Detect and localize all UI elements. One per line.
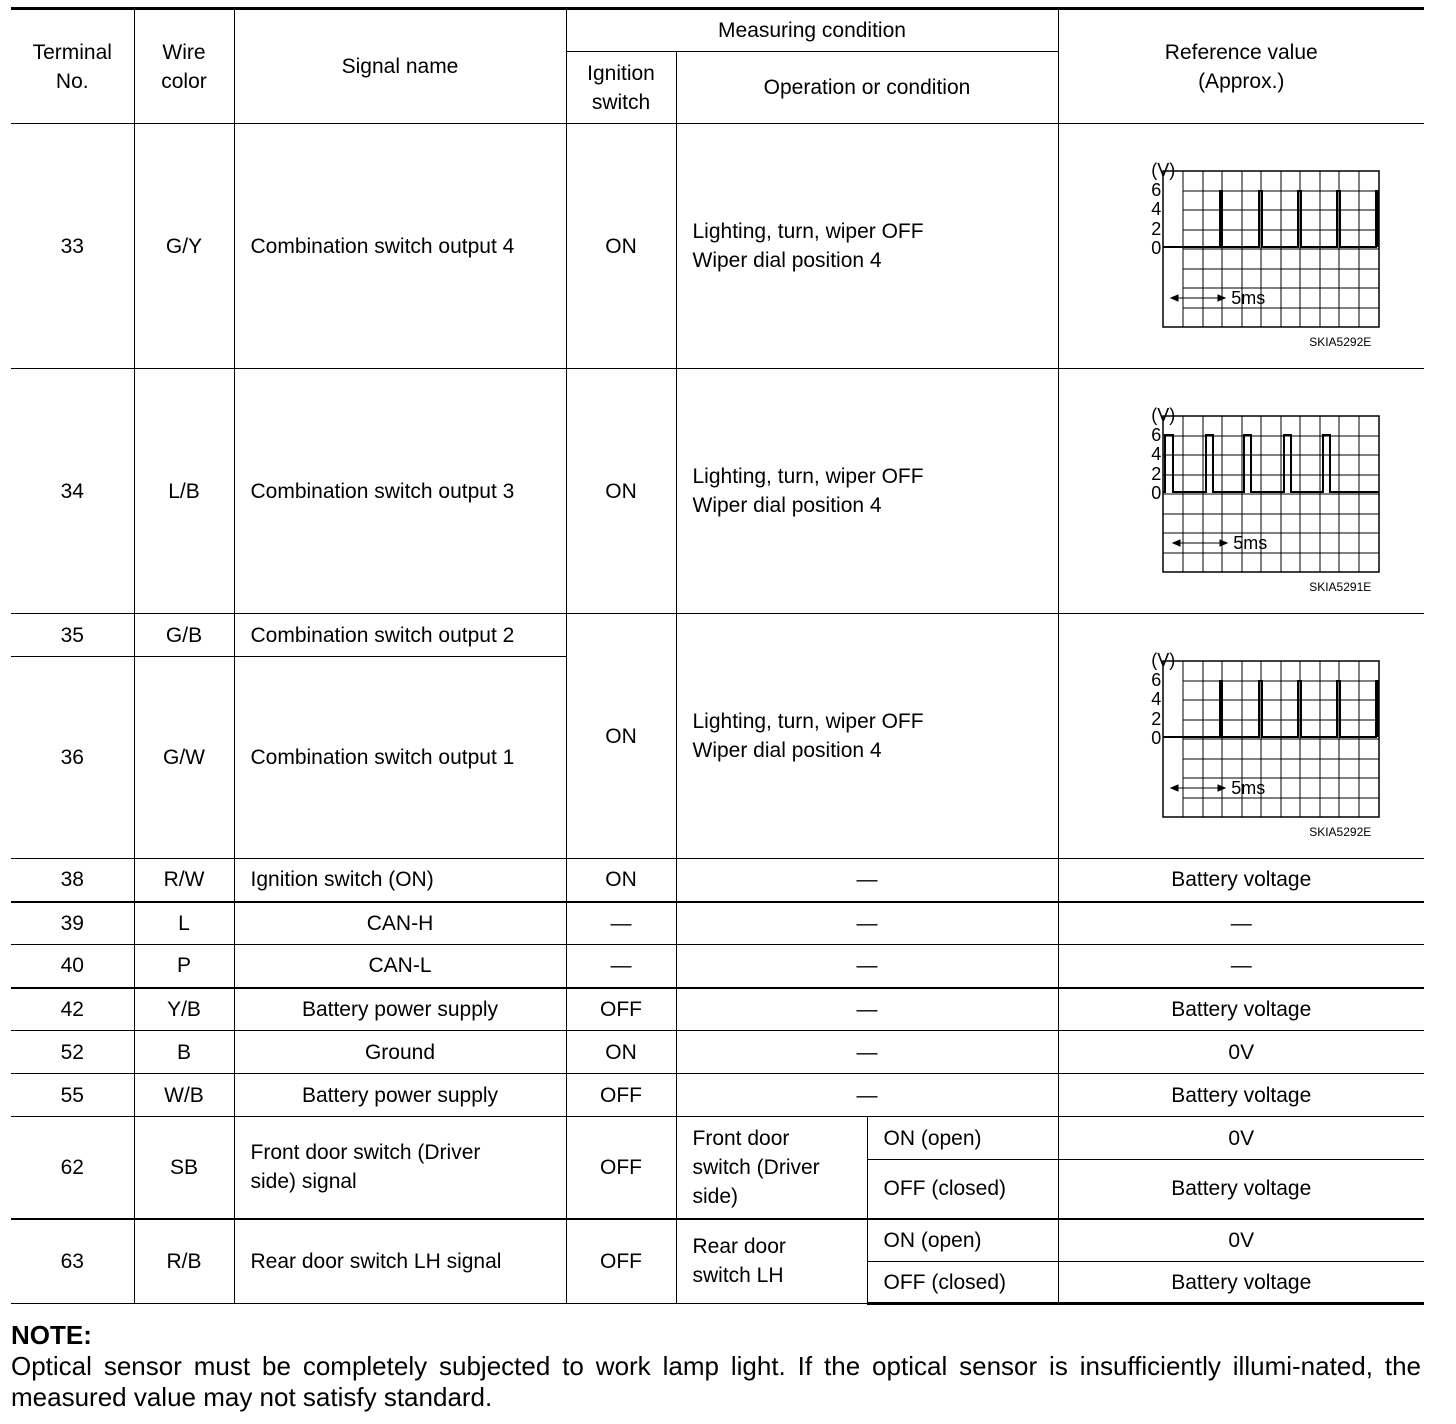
time-scale-label: 5ms xyxy=(1231,778,1266,798)
operation-condition: — xyxy=(676,988,1058,1031)
table-row xyxy=(11,124,1424,369)
terminal-number: 40 xyxy=(11,945,134,988)
table-row xyxy=(11,369,1424,614)
waveform-trace xyxy=(1163,435,1379,492)
table-row xyxy=(11,902,1424,945)
signal-name: Combination switch output 3 xyxy=(234,369,566,614)
signal-name: CAN-H xyxy=(234,902,566,945)
y-tick-label: 6 xyxy=(1151,425,1162,445)
y-tick-label: 0 xyxy=(1151,728,1162,748)
switch-state-on: ON (open) xyxy=(867,1117,1058,1160)
wire-color: P xyxy=(134,945,234,988)
terminal-number: 33 xyxy=(11,124,134,369)
wire-color: G/Y xyxy=(134,124,234,369)
table-row xyxy=(11,614,1424,657)
terminal-number: 35 xyxy=(11,614,134,657)
ignition-switch-state: ON xyxy=(566,369,676,614)
signal-name: Combination switch output 1 xyxy=(234,657,566,859)
wire-color: R/B xyxy=(134,1219,234,1304)
signal-name: Battery power supply xyxy=(234,1074,566,1117)
reference-value: 0V xyxy=(1058,1117,1424,1160)
y-tick-label: 0 xyxy=(1151,238,1162,258)
figure-code: SKIA5291E xyxy=(1309,580,1372,594)
wire-color: R/W xyxy=(134,859,234,902)
operation-condition: Lighting, turn, wiper OFF Wiper dial position 4 xyxy=(676,124,1058,369)
figure-code: SKIA5292E xyxy=(1309,825,1372,839)
operation-condition: — xyxy=(676,902,1058,945)
header-ignition-switch: Ignition switch xyxy=(566,52,676,124)
y-tick-label: 2 xyxy=(1151,464,1162,484)
note-title: NOTE: xyxy=(11,1320,92,1350)
operation-condition: — xyxy=(676,859,1058,902)
operation-condition: Lighting, turn, wiper OFF Wiper dial position 4 xyxy=(676,614,1058,859)
wire-color: L/B xyxy=(134,369,234,614)
reference-value: Battery voltage xyxy=(1058,1074,1424,1117)
header-wire-color: Wire color xyxy=(134,9,234,124)
terminal-number: 62 xyxy=(11,1117,134,1219)
y-tick-label: 2 xyxy=(1151,709,1162,729)
switch-state-off: OFF (closed) xyxy=(867,1262,1058,1304)
wire-color: SB xyxy=(134,1117,234,1219)
header-signal-name: Signal name xyxy=(234,9,566,124)
wire-color: G/B xyxy=(134,614,234,657)
terminal-number: 42 xyxy=(11,988,134,1031)
signal-name: Ignition switch (ON) xyxy=(234,859,566,902)
figure-code: SKIA5292E xyxy=(1309,335,1372,349)
time-scale-label: 5ms xyxy=(1233,533,1268,553)
header-measuring-condition: Measuring condition xyxy=(566,9,1058,52)
signal-name: Combination switch output 2 xyxy=(234,614,566,657)
waveform-chart xyxy=(1101,633,1381,839)
operation-condition: Lighting, turn, wiper OFF Wiper dial position 4 xyxy=(676,369,1058,614)
reference-value: Battery voltage xyxy=(1058,1262,1424,1304)
waveform-chart xyxy=(1101,143,1381,349)
reference-value: Battery voltage xyxy=(1058,1160,1424,1219)
signal-name: Battery power supply xyxy=(234,988,566,1031)
terminal-number: 52 xyxy=(11,1031,134,1074)
table-row xyxy=(11,945,1424,988)
signal-name: Front door switch (Driver side) signal xyxy=(234,1117,566,1219)
reference-value: Battery voltage xyxy=(1058,859,1424,902)
wire-color: Y/B xyxy=(134,988,234,1031)
voltage-unit-label: (V) xyxy=(1151,405,1176,425)
ignition-switch-state: OFF xyxy=(566,1074,676,1117)
terminal-number: 39 xyxy=(11,902,134,945)
operation-condition: Front door switch (Driver side) xyxy=(676,1117,867,1219)
y-tick-label: 4 xyxy=(1151,199,1162,219)
operation-condition: — xyxy=(676,1031,1058,1074)
table-row xyxy=(11,1074,1424,1117)
header-terminal-no: Terminal No. xyxy=(11,9,134,124)
table-row xyxy=(11,1219,1424,1262)
y-tick-label: 6 xyxy=(1151,180,1162,200)
reference-value: 0V xyxy=(1058,1219,1424,1262)
ignition-switch-state: ON xyxy=(566,614,676,859)
wire-color: G/W xyxy=(134,657,234,859)
waveform-trace xyxy=(1163,191,1378,247)
reference-value: — xyxy=(1058,945,1424,988)
ignition-switch-state: ON xyxy=(566,859,676,902)
terminal-spec-table xyxy=(11,7,1424,1305)
terminal-number: 55 xyxy=(11,1074,134,1117)
switch-state-on: ON (open) xyxy=(867,1219,1058,1262)
operation-condition: — xyxy=(676,945,1058,988)
reference-waveform-3 xyxy=(1058,614,1424,859)
operation-condition: — xyxy=(676,1074,1058,1117)
wire-color: W/B xyxy=(134,1074,234,1117)
switch-state-off: OFF (closed) xyxy=(867,1160,1058,1219)
table-row xyxy=(11,1117,1424,1160)
signal-name: CAN-L xyxy=(234,945,566,988)
table-row xyxy=(11,1031,1424,1074)
reference-waveform-1 xyxy=(1058,124,1424,369)
terminal-number: 34 xyxy=(11,369,134,614)
y-tick-label: 6 xyxy=(1151,670,1162,690)
terminal-number: 63 xyxy=(11,1219,134,1304)
terminal-number: 38 xyxy=(11,859,134,902)
header-operation-or-condition: Operation or condition xyxy=(676,52,1058,124)
wire-color: L xyxy=(134,902,234,945)
reference-value: — xyxy=(1058,902,1424,945)
operation-condition: Rear door switch LH xyxy=(676,1219,867,1304)
ignition-switch-state: OFF xyxy=(566,1219,676,1304)
ignition-switch-state: — xyxy=(566,945,676,988)
y-tick-label: 2 xyxy=(1151,219,1162,239)
ignition-switch-state: ON xyxy=(566,124,676,369)
terminal-number: 36 xyxy=(11,657,134,859)
reference-value: 0V xyxy=(1058,1031,1424,1074)
reference-value: Battery voltage xyxy=(1058,988,1424,1031)
signal-name: Rear door switch LH signal xyxy=(234,1219,566,1304)
table-row xyxy=(11,859,1424,902)
ignition-switch-state: OFF xyxy=(566,988,676,1031)
y-tick-label: 4 xyxy=(1151,689,1162,709)
time-scale-label: 5ms xyxy=(1231,288,1266,308)
signal-name: Ground xyxy=(234,1031,566,1074)
voltage-unit-label: (V) xyxy=(1151,160,1176,180)
table-row xyxy=(11,988,1424,1031)
waveform-chart xyxy=(1101,388,1381,594)
header-reference-value: Reference value (Approx.) xyxy=(1058,9,1424,124)
ignition-switch-state: OFF xyxy=(566,1117,676,1219)
ignition-switch-state: ON xyxy=(566,1031,676,1074)
reference-waveform-2 xyxy=(1058,369,1424,614)
note-text: Optical sensor must be completely subjected to work lamp light. If the optical sensor is insufficiently illumi-nated, the measured value may not satisfy standard. xyxy=(11,1351,1421,1412)
voltage-unit-label: (V) xyxy=(1151,650,1176,670)
wire-color: B xyxy=(134,1031,234,1074)
ignition-switch-state: — xyxy=(566,902,676,945)
signal-name: Combination switch output 4 xyxy=(234,124,566,369)
y-tick-label: 0 xyxy=(1151,483,1162,503)
waveform-trace xyxy=(1163,681,1378,737)
y-tick-label: 4 xyxy=(1151,444,1162,464)
note-section xyxy=(11,1320,1421,1413)
